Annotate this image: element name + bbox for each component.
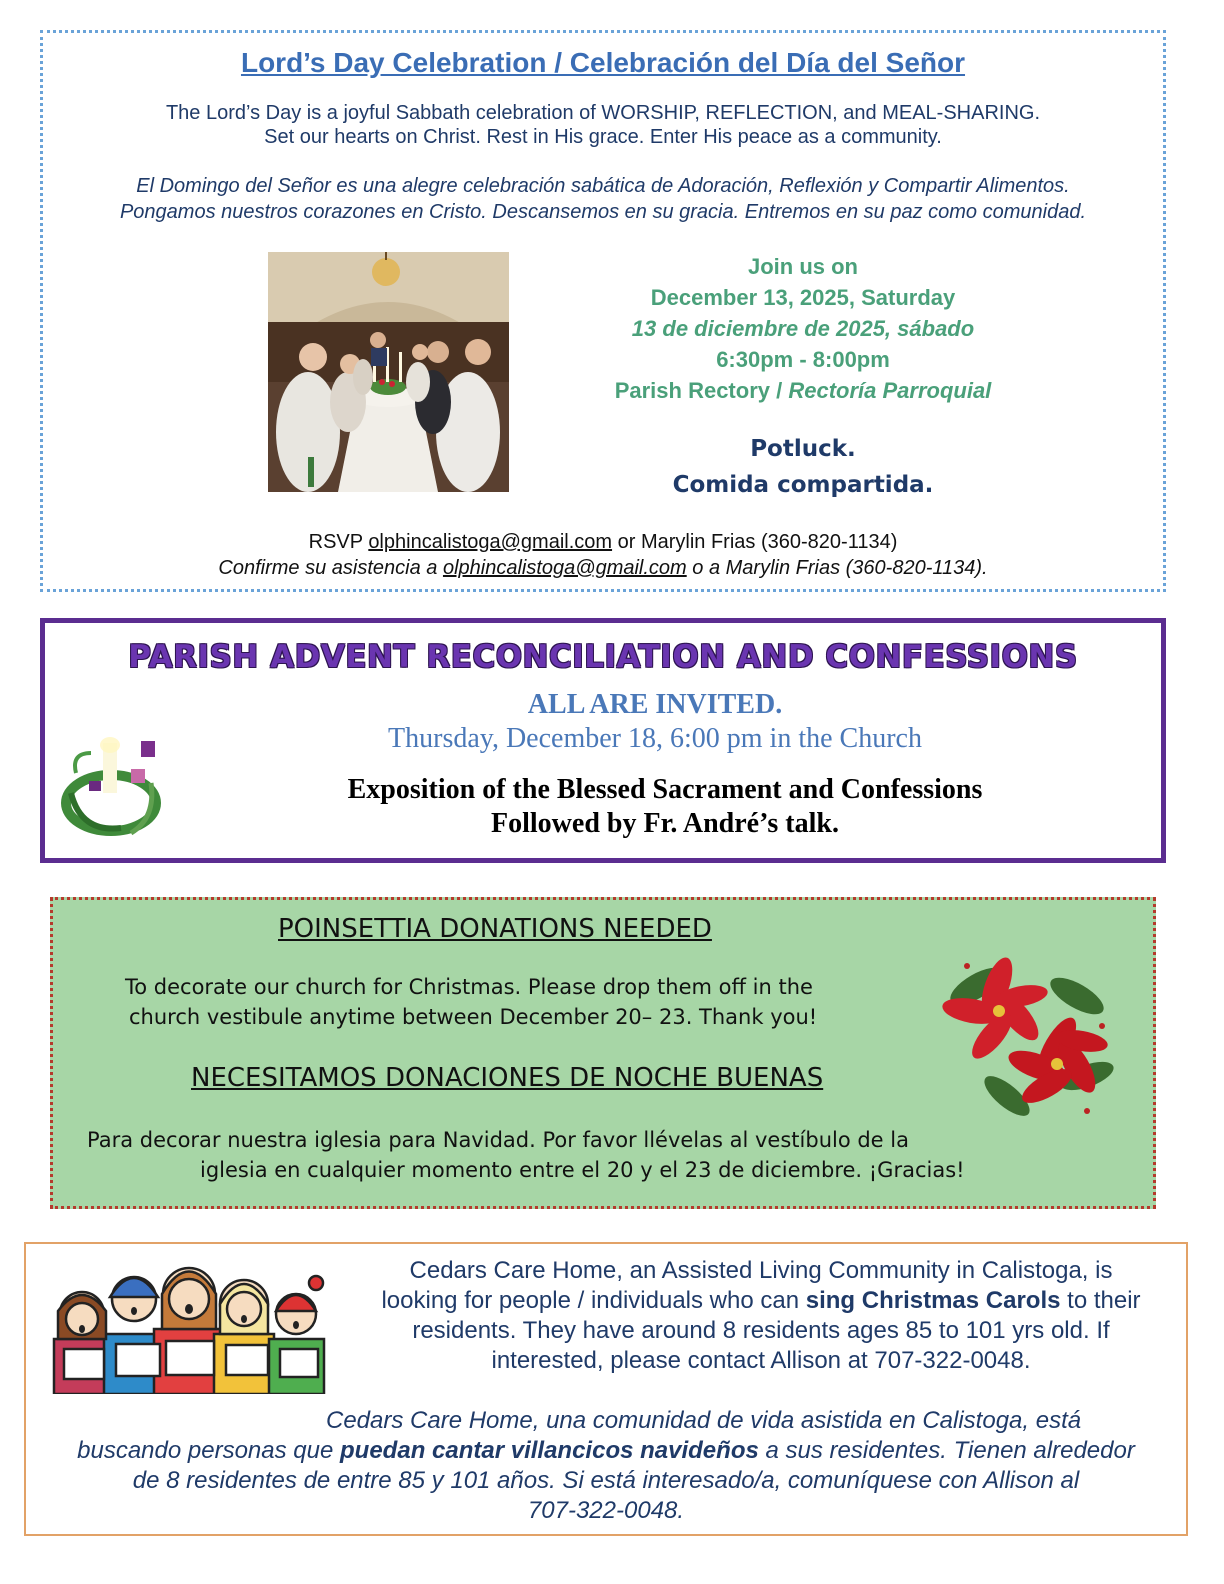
potluck-note <box>603 431 1003 503</box>
carolers-illustration-icon <box>44 1249 344 1394</box>
advent-section <box>40 618 1166 863</box>
poinsettia-heading-es: NECESITAMOS DONACIONES DE NOCHE BUENAS <box>191 1063 824 1093</box>
advent-wreath-icon <box>61 723 166 838</box>
advent-title: PARISH ADVENT RECONCILIATION AND CONFESSIONS <box>128 639 1078 675</box>
potluck-en: Potluck. <box>750 436 856 462</box>
intro-en-line-1: The Lord’s Day is a joyful Sabbath celebration of WORSHIP, REFLECTION, and MEAL-SHARING. <box>165 102 1041 124</box>
intro-en-line-2: Set our hearts on Christ. Rest in His grace. Enter His peace as a community. <box>264 126 942 148</box>
event-details <box>573 251 1033 406</box>
lords-day-intro-es <box>43 173 1163 225</box>
cedars-text-es: Cedars Care Home, una comunidad de vida asistida en Calistoga, está buscando personas que puedan cantar villancicos navideños a sus residentes. Tienen alrededor de 8 residentes de entre 85 y 101 años. Si está interesado/a, comuníquese con Allison al 707-322-0048. <box>77 1407 1135 1524</box>
lords-day-intro-en <box>43 101 1163 149</box>
rsvp-info <box>43 529 1163 581</box>
place-es: Rectoría Parroquial <box>788 378 992 403</box>
cedars-section <box>24 1242 1188 1536</box>
poinsettia-flower-icon <box>937 946 1115 1124</box>
potluck-es: Comida compartida. <box>672 472 934 498</box>
join-us-label: Join us on <box>748 254 858 279</box>
intro-es-line-1: El Domingo del Señor es una alegre celebración sabática de Adoración, Reflexión y Compartir Alimentos. <box>136 175 1070 197</box>
poinsettia-heading-en: POINSETTIA DONATIONS NEEDED <box>278 914 712 944</box>
event-place <box>573 375 1033 406</box>
event-date-es: 13 de diciembre de 2025, sábado <box>631 316 975 341</box>
dinner-photo <box>268 252 509 492</box>
poinsettia-body-en: To decorate our church for Christmas. Please drop them off in the church vestibule anytime between December 20– 23. Thank you! <box>125 975 818 1029</box>
advent-exposition <box>265 773 1065 841</box>
rsvp-email-link[interactable]: olphincalistoga@gmail.com <box>368 531 613 553</box>
event-time: 6:30pm - 8:00pm <box>716 347 890 372</box>
intro-es-line-2: Pongamos nuestros corazones en Cristo. Descansemos en su gracia. Entremos en su paz como comunidad. <box>119 201 1087 223</box>
advent-when: Thursday, December 18, 6:00 pm in the Church <box>388 723 922 754</box>
place-en: Parish Rectory / <box>614 378 789 403</box>
cedars-text-en: Cedars Care Home, an Assisted Living Community in Calistoga, is looking for people / individuals who can sing Christmas Carols to their residents. They have around 8 residents ages 85 to 101 yrs old. If interested, please contact Allison at 707-322-0048. <box>381 1257 1141 1374</box>
expo-line-1: Exposition of the Blessed Sacrament and Confessions <box>347 774 983 805</box>
lords-day-title: Lord’s Day Celebration / Celebración del Día del Señor <box>240 47 966 78</box>
poinsettia-section <box>50 897 1156 1209</box>
rsvp-es: Confirme su asistencia a olphincalistoga@gmail.com o a Marylin Frias (360-820-1134). <box>218 557 988 579</box>
rsvp-email-link-es[interactable]: olphincalistoga@gmail.com <box>442 557 687 579</box>
poinsettia-body-es: Para decorar nuestra iglesia para Navidad. Por favor llévelas al vestíbulo de la iglesia en cualquier momento entre el 20 y el 23 de diciembre. ¡Gracias! <box>87 1128 965 1182</box>
rsvp-en: RSVP olphincalistoga@gmail.com or Marylin Frias (360-820-1134) <box>308 531 898 553</box>
event-date-en: December 13, 2025, Saturday <box>650 285 956 310</box>
expo-line-2: Followed by Fr. André’s talk. <box>491 808 839 839</box>
lords-day-section <box>40 30 1166 592</box>
advent-invited: ALL ARE INVITED. <box>527 689 783 720</box>
